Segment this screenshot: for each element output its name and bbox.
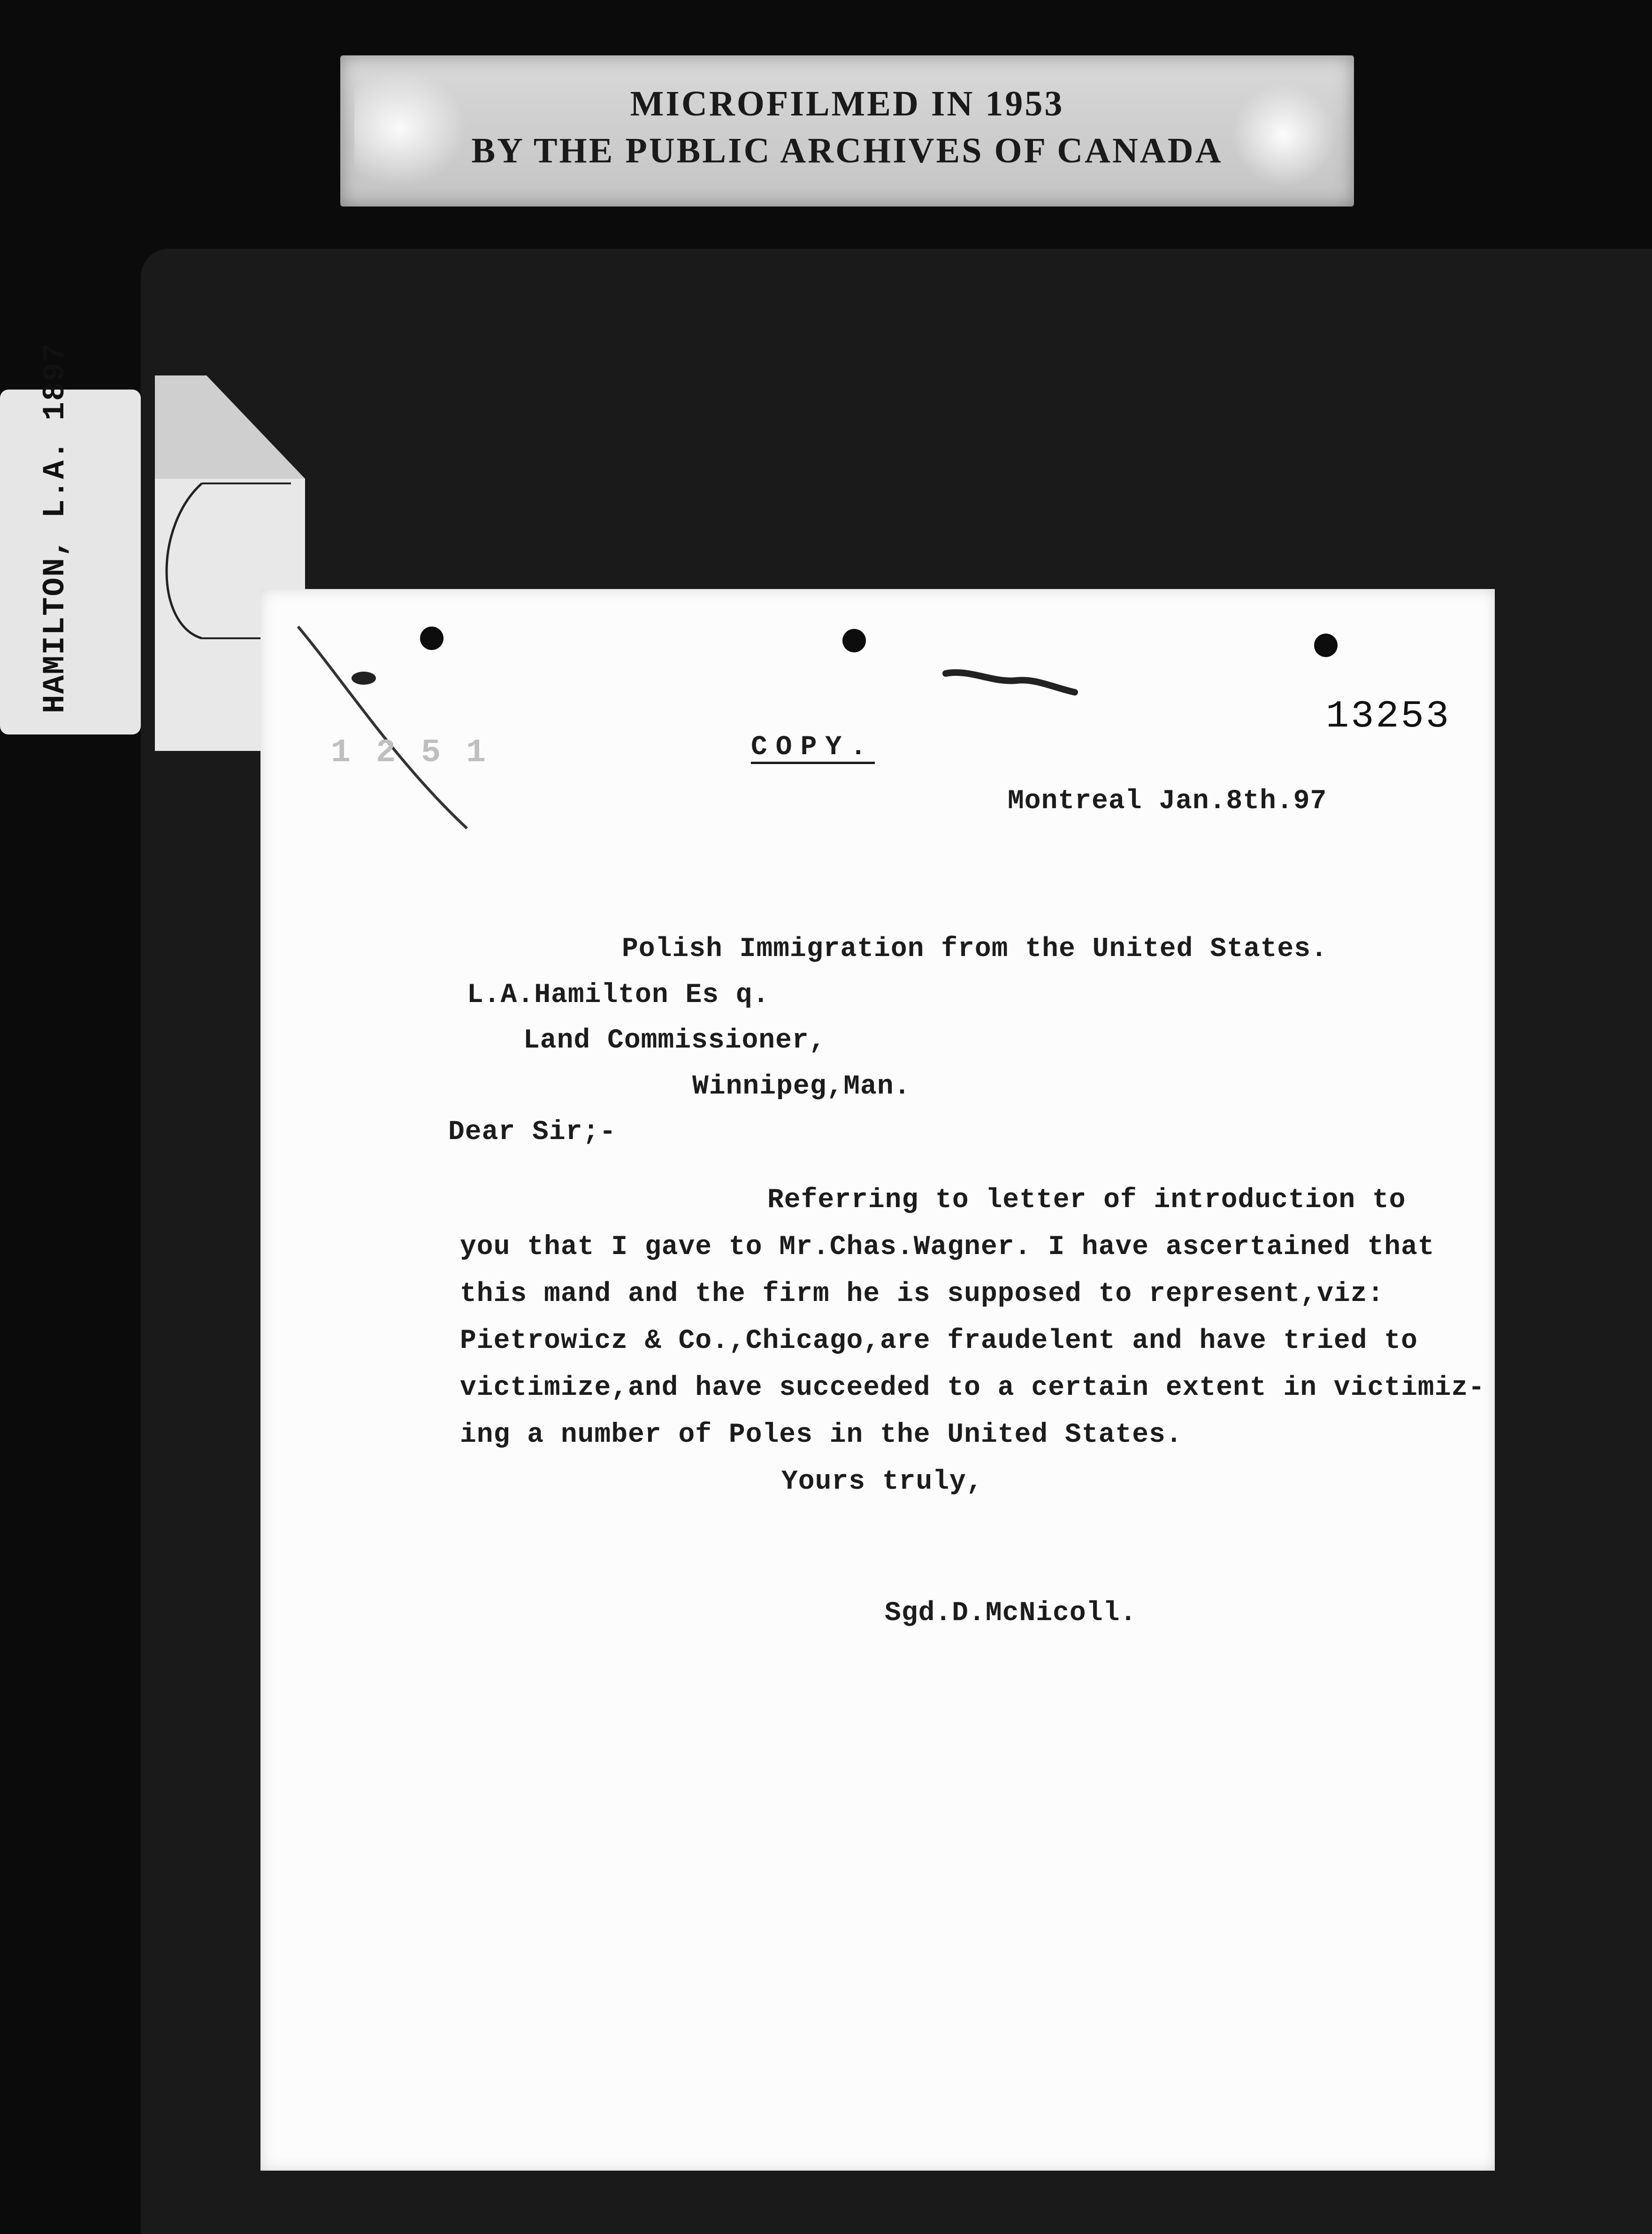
file-label-tab <box>0 342 141 734</box>
address-line-city: Winnipeg,Man. <box>692 1071 911 1102</box>
body-line: you that I gave to Mr.Chas.Wagner. I have ascertained that <box>460 1232 1435 1262</box>
file-label-text: HAMILTON, L.A. 1897 <box>38 342 73 713</box>
punch-hole <box>842 629 866 652</box>
body-line: ing a number of Poles in the United States. <box>460 1420 1183 1450</box>
body-line: Pietrowicz & Co.,Chicago,are fraudelent and have tried to <box>460 1326 1418 1356</box>
banner-line-1: MICROFILMED IN 1953 <box>630 84 1064 123</box>
clip-fold <box>155 375 305 479</box>
punch-hole <box>1314 634 1338 657</box>
corner-crease <box>289 608 486 842</box>
document-sheet <box>260 589 1495 2171</box>
ink-mark <box>941 659 1082 702</box>
copy-heading: COPY. <box>751 732 875 763</box>
body-line: victimize,and have succeeded to a certain extent in victimiz- <box>460 1373 1485 1403</box>
document-number: 13253 <box>1326 695 1451 738</box>
microfilm-banner <box>340 55 1354 207</box>
body-line: Referring to letter of introduction to <box>767 1185 1406 1216</box>
letter-date: Montreal Jan.8th.97 <box>1008 786 1327 817</box>
banner-line-2: BY THE PUBLIC ARCHIVES OF CANADA <box>471 131 1223 170</box>
address-line-name: L.A.Hamilton Es q. <box>467 980 770 1010</box>
closing: Yours truly, <box>781 1467 983 1497</box>
salutation: Dear Sir;- <box>448 1117 617 1148</box>
letter-subject: Polish Immigration from the United States. <box>622 934 1328 964</box>
faint-stamp: 1 2 5 1 <box>331 734 489 772</box>
body-line: this mand and the firm he is supposed to represent,viz: <box>460 1279 1384 1309</box>
signature: Sgd.D.McNicoll. <box>885 1598 1137 1629</box>
address-line-title: Land Commissioner, <box>523 1025 826 1056</box>
